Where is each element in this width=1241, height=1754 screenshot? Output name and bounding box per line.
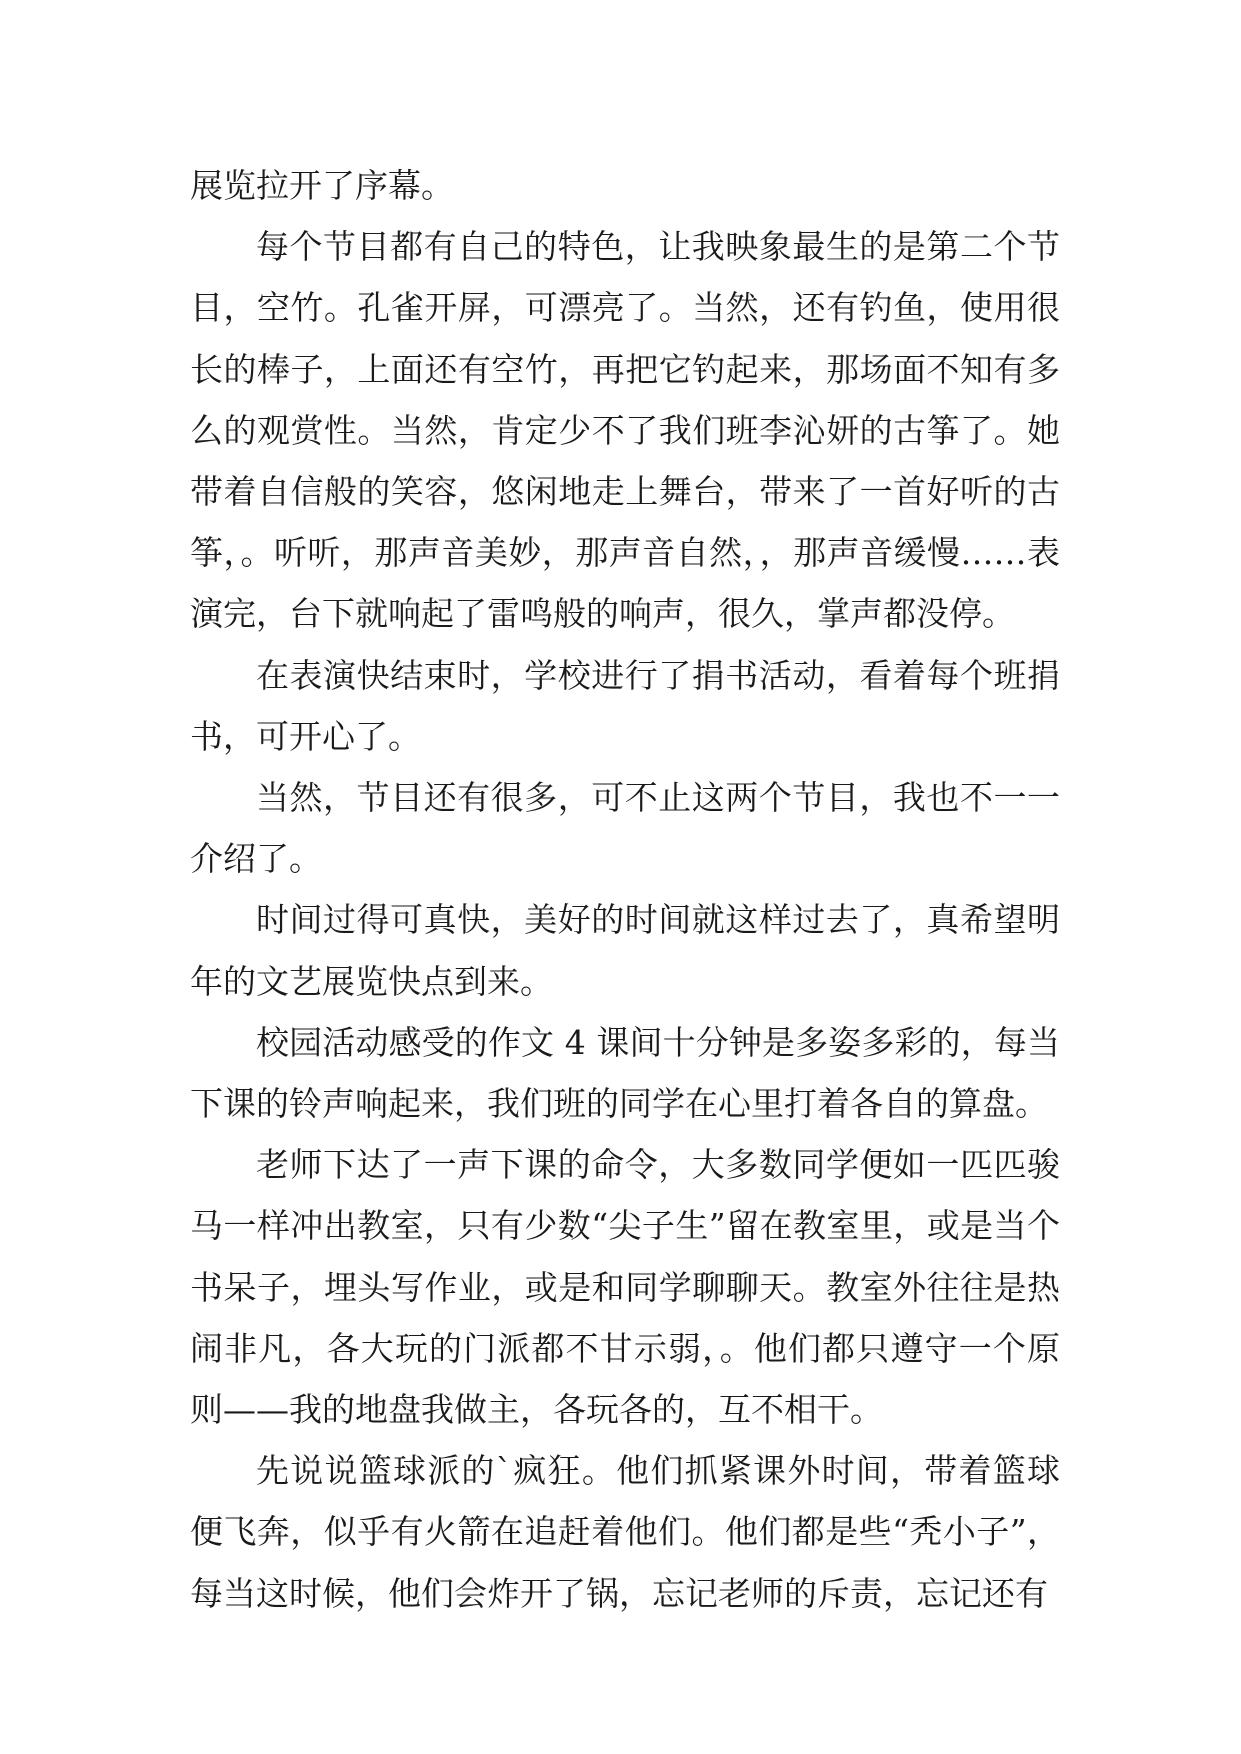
paragraph-4: 当然，节目还有很多，可不止这两个节目，我也不一一介绍了。 (190, 778, 1060, 879)
paragraph-7: 老师下达了一声下课的命令，大多数同学便如一匹匹骏马一样冲出教室，只有少数“尖子生”留在教室里，或是当个书呆子，埋头写作业，或是和同学聊聊天。教室外往往是热闹非凡，各大玩的门派都不甘示弱，。他们都只遵守一个原则——我的地盘我做主，各玩各的，互不相干。 (190, 1145, 1060, 1430)
paragraph-8: 先说说篮球派的`疯狂。他们抓紧课外时间，带着篮球便飞奔，似乎有火箭在追赶着他们。他们都是些“秃小子”，每当这时候，他们会炸开了锅，忘记老师的斥责，忘记还有 (190, 1451, 1060, 1613)
paragraph-5: 时间过得可真快，美好的时间就这样过去了，真希望明年的文艺展览快点到来。 (190, 900, 1060, 1001)
paragraph-2: 每个节目都有自己的特色，让我映象最生的是第二个节目，空竹。孔雀开屏，可漂亮了。当然，还有钓鱼，使用很长的棒子，上面还有空竹，再把它钓起来，那场面不知有多么的观赏性。当然，肯定少不了我们班李沁妍的古筝了。她带着自信般的笑容，悠闲地走上舞台，带来了一首好听的古筝，。听听，那声音美妙，那声音自然，，那声音缓慢……表演完，台下就响起了雷鸣般的响声，很久，掌声都没停。 (190, 227, 1060, 634)
paragraph-3: 在表演快结束时，学校进行了捐书活动，看着每个班捐书，可开心了。 (190, 655, 1060, 756)
paragraph-6: 校园活动感受的作文 4 课间十分钟是多姿多彩的，每当下课的铃声响起来，我们班的同学在心里打着各自的算盘。 (190, 1022, 1060, 1124)
paragraph-1: 展览拉开了序幕。 (190, 166, 454, 205)
essay-body (190, 155, 1060, 1624)
